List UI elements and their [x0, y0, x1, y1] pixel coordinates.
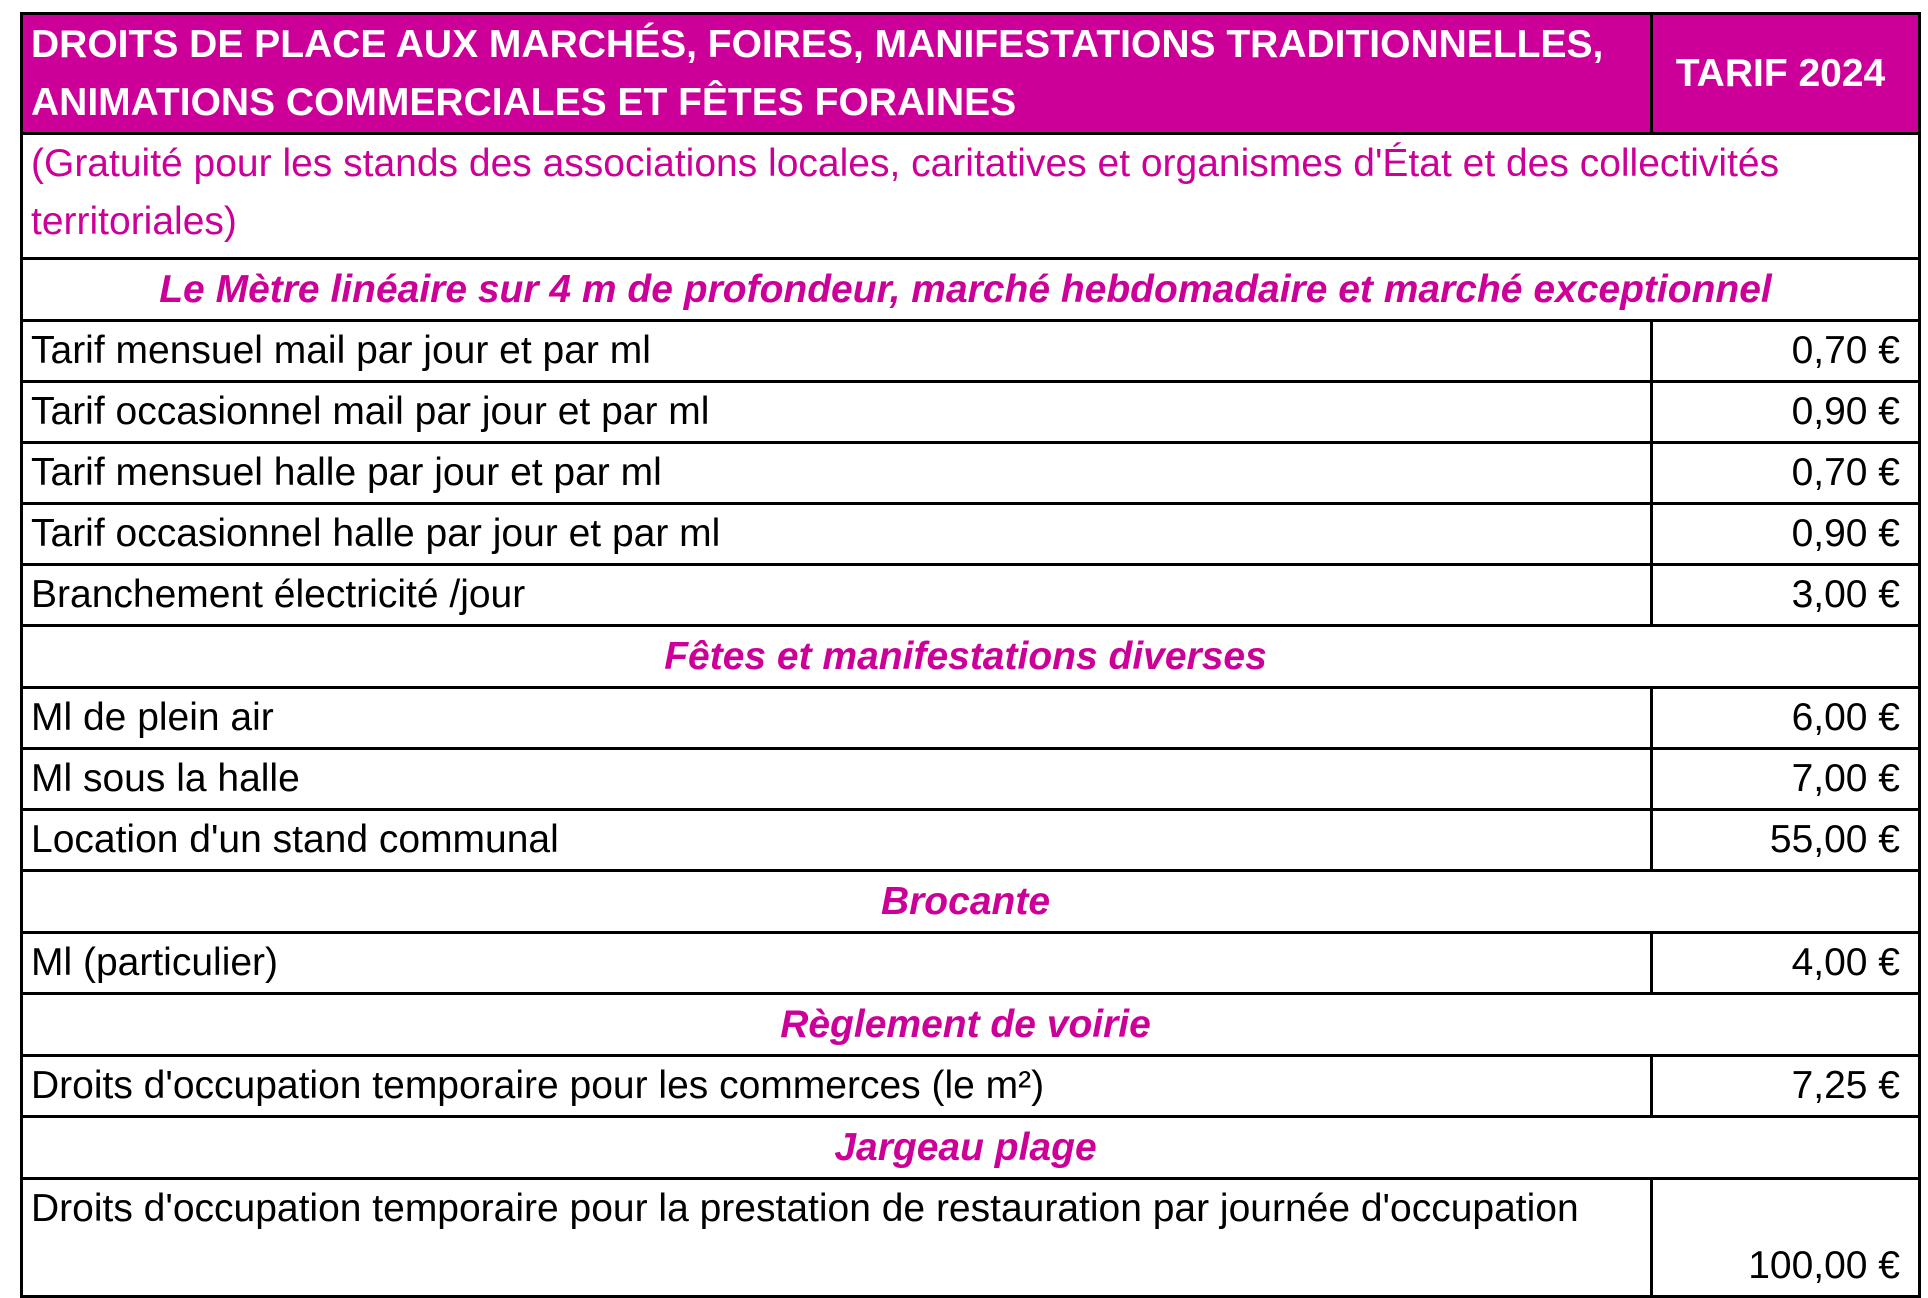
free-note: (Gratuité pour les stands des associations locales, caritatives et organismes d'État et des collectivités territoriales) — [22, 134, 1920, 259]
table-row — [22, 688, 1920, 749]
section-title: Jargeau plage — [22, 1117, 1920, 1179]
row-price: 0,70 € — [1652, 321, 1920, 382]
section-header — [22, 994, 1920, 1056]
table-row — [22, 933, 1920, 994]
row-price: 55,00 € — [1652, 810, 1920, 871]
row-label: Tarif mensuel halle par jour et par ml — [22, 443, 1652, 504]
section-header — [22, 1117, 1920, 1179]
price-column-header: TARIF 2024 — [1652, 14, 1920, 134]
table-row — [22, 810, 1920, 871]
row-label: Ml de plein air — [22, 688, 1652, 749]
table-row — [22, 321, 1920, 382]
note-row — [22, 134, 1920, 259]
row-price: 0,90 € — [1652, 382, 1920, 443]
row-price: 7,25 € — [1652, 1056, 1920, 1117]
table-title: DROITS DE PLACE AUX MARCHÉS, FOIRES, MANIFESTATIONS TRADITIONNELLES, ANIMATIONS COMMERCIALES ET FÊTES FORAINES — [22, 14, 1652, 134]
row-price: 7,00 € — [1652, 749, 1920, 810]
table-row — [22, 1056, 1920, 1117]
table-row — [22, 382, 1920, 443]
tariff-table — [20, 12, 1921, 1298]
table-row — [22, 504, 1920, 565]
row-label: Droits d'occupation temporaire pour les commerces (le m²) — [22, 1056, 1652, 1117]
header-row — [22, 14, 1920, 134]
row-price: 0,70 € — [1652, 443, 1920, 504]
row-label: Location d'un stand communal — [22, 810, 1652, 871]
row-price: 4,00 € — [1652, 933, 1920, 994]
table-row — [22, 749, 1920, 810]
row-label: Tarif occasionnel mail par jour et par ml — [22, 382, 1652, 443]
section-header — [22, 626, 1920, 688]
section-title: Le Mètre linéaire sur 4 m de profondeur, marché hebdomadaire et marché exceptionnel — [22, 259, 1920, 321]
section-header — [22, 259, 1920, 321]
row-label: Tarif occasionnel halle par jour et par ml — [22, 504, 1652, 565]
row-price: 3,00 € — [1652, 565, 1920, 626]
section-header — [22, 871, 1920, 933]
row-label: Droits d'occupation temporaire pour la prestation de restauration par journée d'occupation — [22, 1179, 1652, 1297]
table-row — [22, 443, 1920, 504]
section-title: Règlement de voirie — [22, 994, 1920, 1056]
row-label: Tarif mensuel mail par jour et par ml — [22, 321, 1652, 382]
row-price: 0,90 € — [1652, 504, 1920, 565]
section-title: Fêtes et manifestations diverses — [22, 626, 1920, 688]
table-row — [22, 565, 1920, 626]
row-price: 6,00 € — [1652, 688, 1920, 749]
table-row — [22, 1179, 1920, 1297]
row-label: Ml (particulier) — [22, 933, 1652, 994]
section-title: Brocante — [22, 871, 1920, 933]
row-label: Branchement électricité /jour — [22, 565, 1652, 626]
row-price: 100,00 € — [1652, 1179, 1920, 1297]
row-label: Ml sous la halle — [22, 749, 1652, 810]
